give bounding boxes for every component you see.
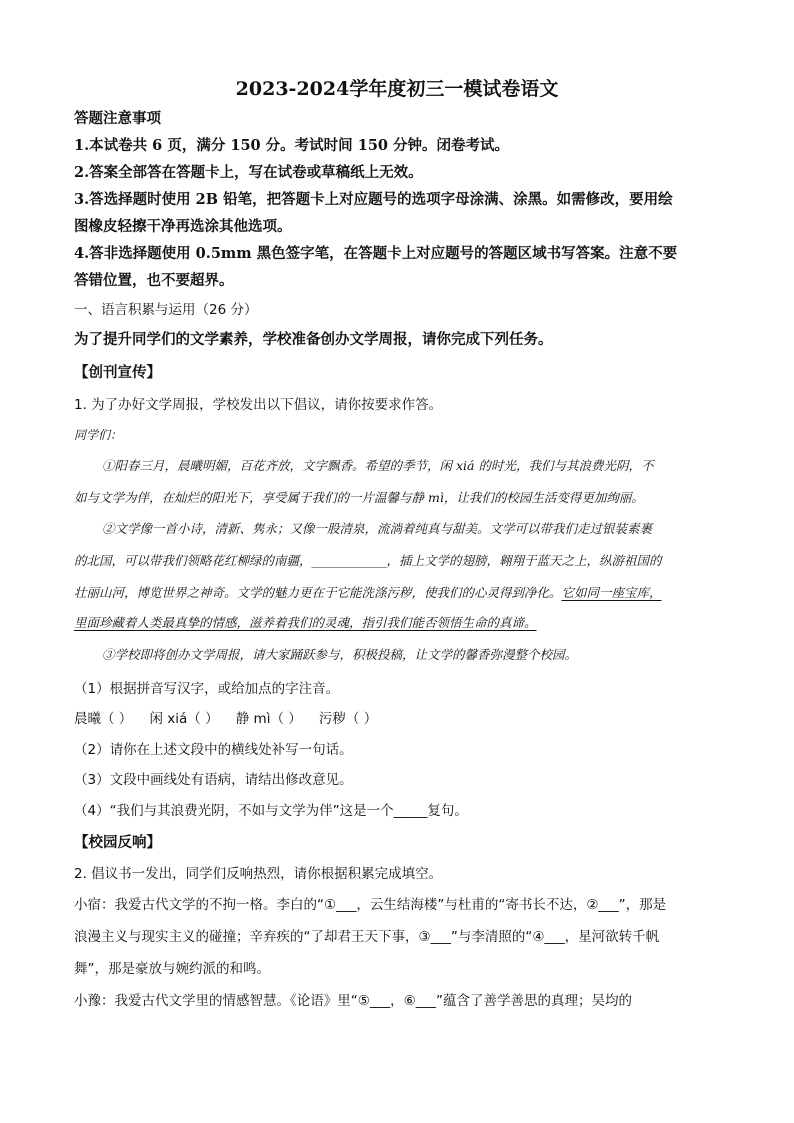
subquestion: （2）请你在上述文段中的横线处补写一句话。 xyxy=(74,742,353,758)
passage-line xyxy=(74,551,662,569)
question-2-stem: 2. 倡议书一发出，同学们反响热烈，请你根据积累完成填空。 xyxy=(74,866,443,882)
notice-item: 1.本试卷共 6 页，满分 150 分。考试时间 150 分钟。闭卷考试。 xyxy=(74,137,510,154)
page-title: 2023-2024学年度初三一模试卷语文 xyxy=(235,78,559,100)
underlined-sentence: 里面珍藏着人类最真挚的情感，滋养着我们的灵魂，指引我们能否领悟生命的真谛。 xyxy=(74,615,537,630)
section-heading: 一、语言积累与运用（26 分） xyxy=(74,302,258,318)
question-2-line: 小豫：我爱古代文学里的情感智慧。《论语》里“⑤___，⑥___”蕴含了善学善思的真理；吴均的 xyxy=(74,993,632,1009)
passage-line: ②文学像一首小诗，清新、隽永；又像一股清泉，流淌着纯真与甜美。文学可以带我们走过银装素裹 xyxy=(102,521,653,536)
passage-line: ①阳春三月，晨曦明媚，百花齐放，文字飘香。希望的季节，闲 xiá 的时光，我们与其浪费光阴，不 xyxy=(102,458,654,473)
salutation: 同学们： xyxy=(74,428,123,442)
subquestion: （1）根据拼音写汉字，或给加点的字注音。 xyxy=(74,681,340,697)
part-title: 【创刊宣传】 xyxy=(74,364,161,381)
question-2-line: 小宿：我爱古代文学的不拘一格。李白的“①___，云生结海楼”与杜甫的“寄书长不达，②___”，那是 xyxy=(74,897,667,913)
passage-text: ，插上文学的翅膀，翱翔于蓝天之上，纵游祖国的 xyxy=(386,553,662,568)
part-title: 【校园反响】 xyxy=(74,834,161,851)
question-2-line: 舞”，那是豪放与婉约派的和鸣。 xyxy=(74,961,270,977)
passage-text: 壮丽山河，博览世界之神奇。文学的魅力更在于它能洗涤污秽，使我们的心灵得到净化。 xyxy=(74,585,562,600)
section-intro: 为了提升同学们的文学素养，学校准备创办文学周报，请你完成下列任务。 xyxy=(74,331,553,348)
pinyin-item: 静 mì（ ） xyxy=(235,711,302,727)
notice-item: 3.答选择题时使用 2B 铅笔，把答题卡上对应题号的选项字母涂满、涂黑。如需修改，要用绘 xyxy=(74,191,673,208)
subquestion: （3）文段中画线处有语病，请结出修改意见。 xyxy=(74,772,353,788)
notice-item: 答错位置，也不要超界。 xyxy=(74,272,234,289)
subquestion-items xyxy=(74,707,377,727)
passage-text: 的北国，可以带我们领略花红柳绿的南疆， xyxy=(74,553,312,568)
passage-line: 如与文学为伴，在灿烂的阳光下，享受属于我们的一片温馨与静 mì，让我们的校园生活变得更加绚丽。 xyxy=(74,490,644,505)
question-1-stem: 1. 为了办好文学周报，学校发出以下倡议，请你按要求作答。 xyxy=(74,397,443,413)
pinyin-item: 闲 xiá（ ） xyxy=(149,711,219,727)
question-2-line: 浪漫主义与现实主义的碰撞；辛弃疾的“了却君王天下事，③___”与李清照的“④___，星河欲转千帆 xyxy=(74,929,660,945)
passage-line: ③学校即将创办文学周报，请大家踊跃参与，积极投稿，让文学的馨香弥漫整个校园。 xyxy=(102,647,578,662)
pinyin-item: 污秽（ ） xyxy=(318,711,378,727)
notice-item: 2.答案全部答在答题卡上，写在试卷或草稿纸上无效。 xyxy=(74,164,423,181)
fill-blank: ____________ xyxy=(311,553,387,568)
pinyin-item: 晨曦（ ） xyxy=(74,711,133,727)
notice-heading: 答题注意事项 xyxy=(74,110,161,127)
passage-line xyxy=(74,583,662,601)
underlined-sentence: 它如同一座宝库， xyxy=(561,585,662,600)
notice-item: 图橡皮轻擦干净再选涂其他选项。 xyxy=(74,218,292,235)
subquestion: （4）“我们与其浪费光阴，不如与文学为伴”这是一个_____复句。 xyxy=(74,803,468,819)
notice-item: 4.答非选择题使用 0.5mm 黑色签字笔，在答题卡上对应题号的答题区域书写答案。注意不要 xyxy=(74,245,678,262)
